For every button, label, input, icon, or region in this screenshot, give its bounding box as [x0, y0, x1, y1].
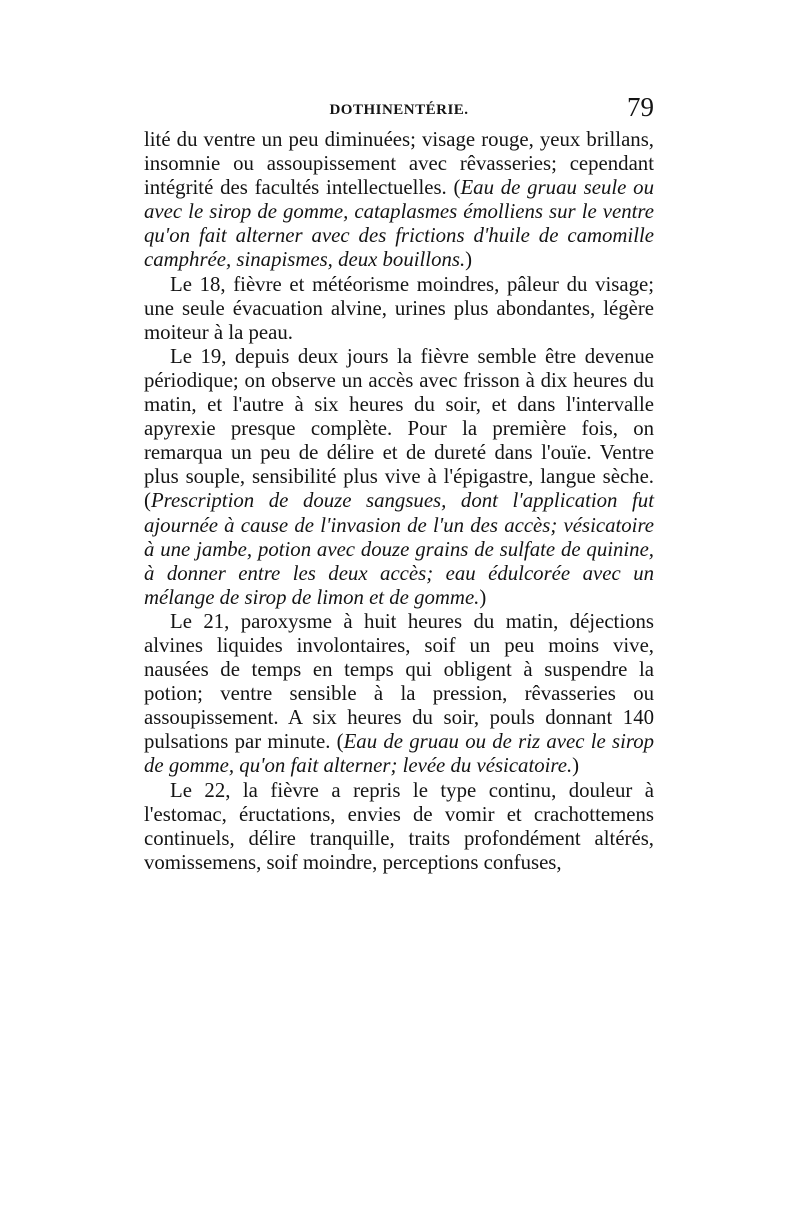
paragraph — [144, 610, 654, 779]
running-head — [144, 92, 654, 128]
paragraph — [144, 273, 654, 345]
text-body — [144, 128, 654, 875]
prescription-text: Eau de gruau seule ou avec le sirop de gomme, cataplasmes émolliens sur le ventre qu'on fait alterner avec des frictions d'huile de camomille camphrée, sinapismes, deux bouillons. — [144, 176, 654, 272]
paragraph-text: ) — [479, 585, 487, 609]
paragraph-text: lité du ventre un peu diminuées; visage rouge, yeux brillans, insomnie ou assoupissement avec rêvasseries; cependant intégrité des facultés intellectuelles. ( — [144, 128, 654, 200]
paragraph — [144, 345, 654, 610]
running-title: DOTHINENTÉRIE. — [329, 102, 469, 118]
prescription-text: Eau de gruau ou de riz avec le sirop de gomme, qu'on fait alterner; levée du vésicatoire. — [144, 730, 655, 778]
paragraph-text: ) — [465, 248, 473, 272]
paragraph-text: Le 22, la fièvre a repris le type continu, douleur à l'estomac, éructations, envies de vomir et crachottemens continuels, délire tranquille, traits profondément altérés, vomissemens, soif moindre, perceptions confuses, — [144, 778, 654, 874]
paragraph-text: Le 18, fièvre et météorisme moindres, pâleur du visage; une seule évacuation alvine, urines plus abondantes, légère moiteur à la peau. — [144, 272, 654, 344]
prescription-text: Prescription de douze sangsues, dont l'application fut ajournée à cause de l'invasion de l'un des accès; vésicatoire à une jambe, potion avec douze grains de sulfate de quinine, à donner entre les deux accès; eau édulcorée avec un mélange de sirop de limon et de gomme. — [144, 489, 654, 609]
paragraph-text: ) — [572, 754, 580, 778]
paragraph-text: Le 21, paroxysme à huit heures du matin, déjections alvines liquides involontaires, soif un peu moins vive, nausées de temps en temps qui obligent à suspendre la potion; ventre sensible à la pression, rêvasseries ou assoupissement. A six heures du soir, pouls donnant 140 pulsations par minute. ( — [144, 609, 654, 754]
page-number: 79 — [627, 92, 654, 122]
paragraph-text: Le 19, depuis deux jours la fièvre semble être devenue périodique; on observe un accès avec frisson à dix heures du matin, et l'autre à six heures du soir, et dans l'intervalle apyrexie presque complète. Pour la première fois, on remarqua un peu de délire et de dureté dans l'ouïe. Ventre plus souple, sensibilité plus vive à l'épigastre, langue sèche. ( — [144, 344, 654, 513]
paragraph — [144, 779, 654, 875]
paragraph — [144, 128, 654, 273]
